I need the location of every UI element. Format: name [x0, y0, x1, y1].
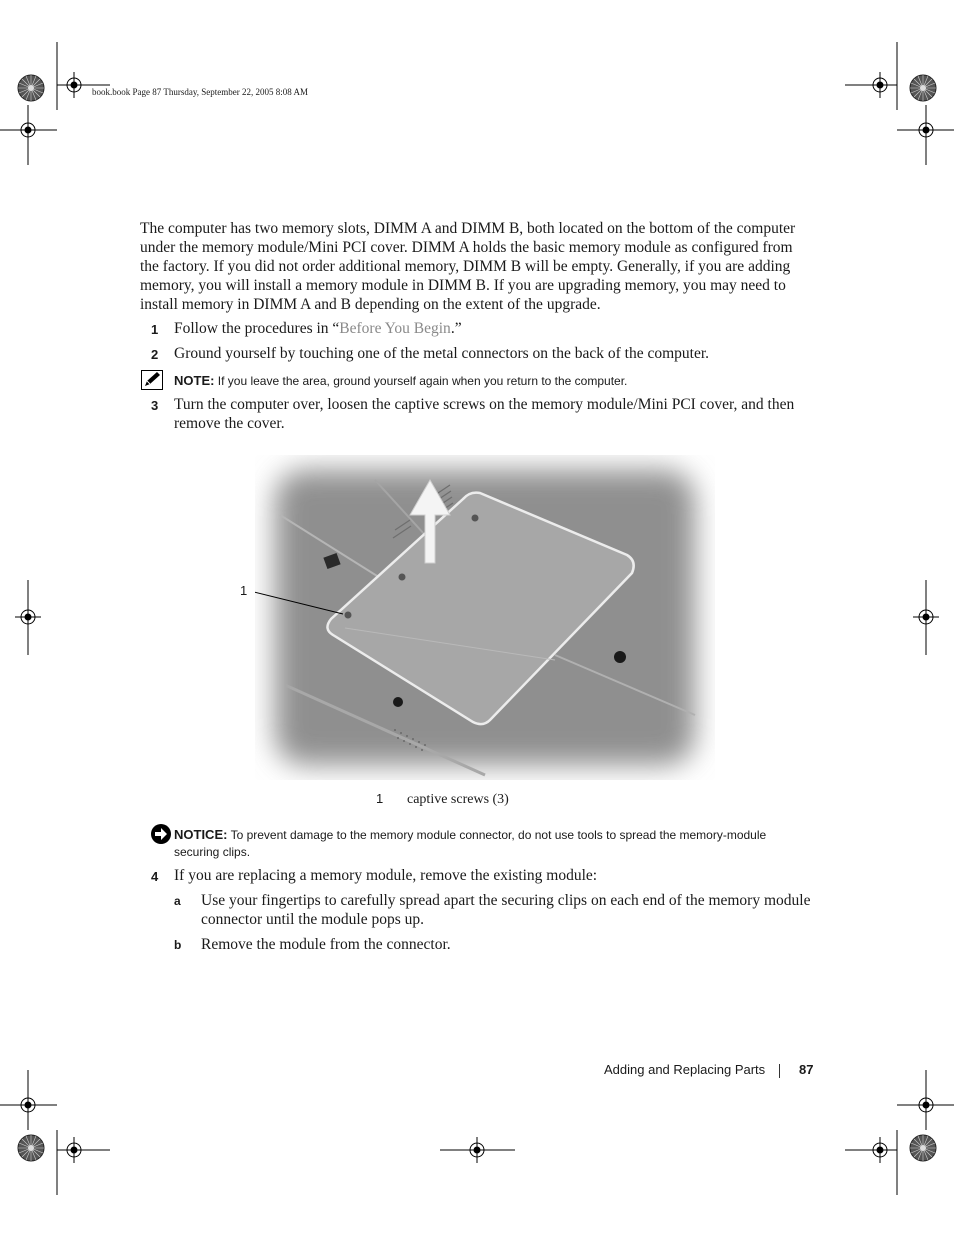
note-pencil-icon [141, 370, 163, 390]
step-2-number: 2 [151, 347, 159, 362]
substep-b-text: Remove the module from the connector. [201, 936, 451, 953]
substep-a-text: Use your fingertips to carefully spread apart the securing clips on each end of the memory module connector until the module pops up. [201, 892, 811, 928]
notice-label: NOTICE: [174, 827, 228, 842]
step-3-text: Turn the computer over, loosen the captive screws on the memory module/Mini PCI cover, and then remove the cover. [174, 396, 795, 432]
note-label: NOTE: [174, 373, 215, 388]
notice-arrow-icon [150, 823, 172, 845]
notice-body: To prevent damage to the memory module connector, do not use tools to spread the memory-module securing clips. [174, 828, 767, 859]
figure-callout-1: 1 [240, 583, 248, 598]
step-3-number: 3 [151, 398, 159, 413]
step-4-number: 4 [151, 869, 159, 884]
running-header: book.book Page 87 Thursday, September 22, 2005 8:08 AM [92, 87, 308, 97]
legend-number: 1 [376, 791, 384, 806]
footer-separator [779, 1064, 780, 1078]
step-1-number: 1 [151, 322, 159, 337]
notice-text [174, 826, 814, 861]
memory-cover-illustration [255, 455, 715, 780]
intro-paragraph: The computer has two memory slots, DIMM A and DIMM B, both located on the bottom of the computer under the memory module/Mini PCI cover. DIMM A holds the basic memory module as configured from the factory. If you did not order additional memory, DIMM B will be empty. Generally, if you are adding memory, you will install a memory module in DIMM B. If you are upgrading memory, you may need to install memory in DIMM A and B depending on the extent of the upgrade. [140, 220, 796, 313]
step-2-text: Ground yourself by touching one of the metal connectors on the back of the computer. [174, 345, 710, 362]
step-1-text [174, 319, 814, 338]
note-text [174, 372, 819, 390]
note-body: If you leave the area, ground yourself again when you return to the computer. [214, 374, 628, 388]
substep-b-letter: b [174, 938, 182, 952]
before-you-begin-link[interactable]: Before You Begin [339, 320, 451, 337]
page-number: 87 [799, 1062, 814, 1077]
substep-a-letter: a [174, 894, 181, 908]
step-1-before: Follow the procedures in “ [174, 320, 340, 337]
step-1-after: .” [450, 320, 462, 337]
legend-text: captive screws (3) [407, 792, 509, 807]
step-4-text: If you are replacing a memory module, remove the existing module: [174, 867, 598, 884]
footer-section-title: Adding and Replacing Parts [604, 1062, 766, 1077]
